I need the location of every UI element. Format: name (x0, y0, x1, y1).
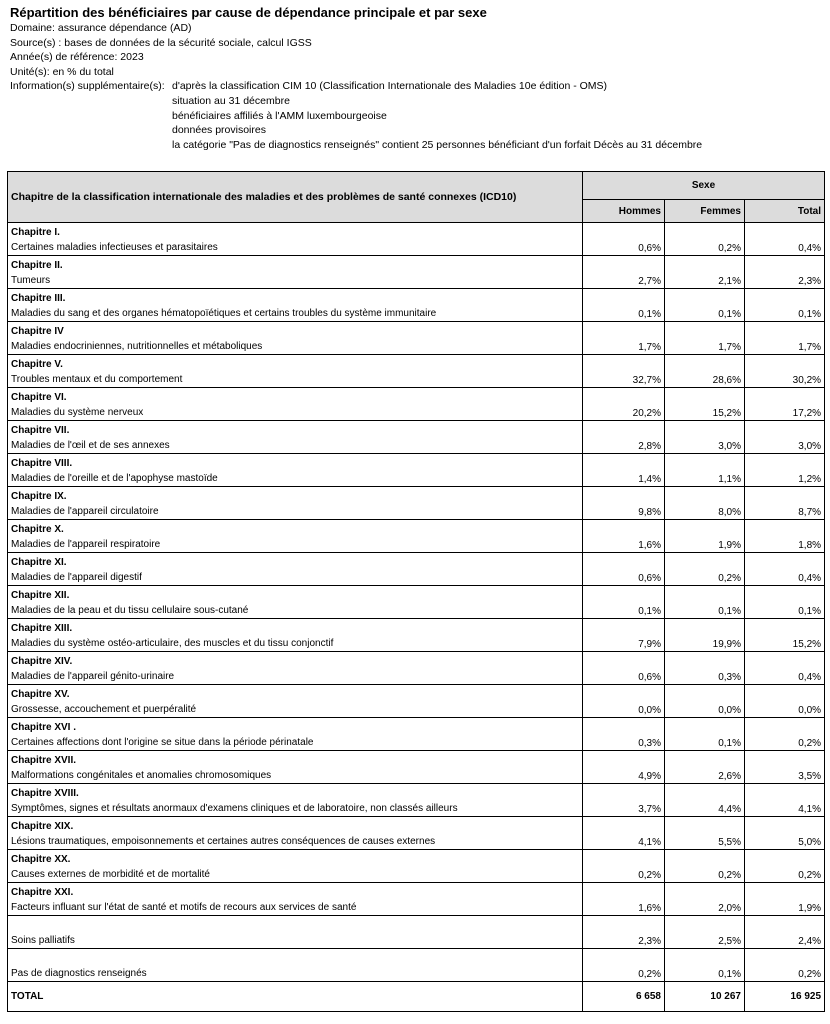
value-femmes: 0,2% (665, 850, 745, 883)
year-line: Année(s) de référence: 2023 (10, 51, 144, 64)
chapter-code: Chapitre XX. (11, 854, 71, 865)
value-femmes: 0,1% (665, 718, 745, 751)
value-hommes: 4,9% (583, 751, 665, 784)
chapter-code: Chapitre XIV. (11, 656, 73, 667)
chapter-code: Chapitre IV (11, 326, 64, 337)
value-femmes: 1,7% (665, 322, 745, 355)
value-total: 3,0% (745, 421, 825, 454)
value-total: 0,4% (745, 223, 825, 256)
chapter-code: Chapitre XIX. (11, 821, 74, 832)
table-row (8, 784, 825, 817)
value-total: 2,3% (745, 256, 825, 289)
chapter-label: Maladies de la peau et du tissu cellulaire sous-cutané (11, 605, 249, 616)
row-label-cell (8, 850, 583, 883)
info-line: d'après la classification CIM 10 (Classification Internationale des Maladies 10e édition - OMS) (172, 80, 608, 93)
info-block (10, 79, 703, 151)
value-total: 0,2% (745, 718, 825, 751)
value-hommes: 0,1% (583, 289, 665, 322)
chapter-code: Chapitre VII. (11, 425, 70, 436)
chapter-label: Facteurs influant sur l'état de santé et motifs de recours aux services de santé (11, 902, 357, 913)
chapter-label: Symptômes, signes et résultats anormaux d'examens cliniques et de laboratoire, non classés ailleurs (11, 803, 458, 814)
chapter-code: Chapitre VI. (11, 392, 67, 403)
value-hommes: 0,6% (583, 652, 665, 685)
chapter-label: Maladies de l'oreille et de l'apophyse mastoïde (11, 473, 218, 484)
table-row (8, 949, 825, 982)
chapter-label: Maladies du sang et des organes hématopoïétiques et certains troubles du système immunitaire (11, 308, 437, 319)
table-row (8, 355, 825, 388)
info-line: situation au 31 décembre (172, 94, 290, 107)
row-label-cell (8, 553, 583, 586)
table-row (8, 520, 825, 553)
metadata-block (10, 4, 703, 151)
value-hommes: 1,6% (583, 520, 665, 553)
row-label-cell (8, 223, 583, 256)
value-femmes: 3,0% (665, 421, 745, 454)
chapter-code: Chapitre V. (11, 359, 63, 370)
row-label-cell (8, 289, 583, 322)
value-hommes: 0,2% (583, 850, 665, 883)
value-total: 0,4% (745, 553, 825, 586)
chapter-code: Chapitre XII. (11, 590, 70, 601)
row-label-cell (8, 883, 583, 916)
value-total: 15,2% (745, 619, 825, 652)
table-row (8, 487, 825, 520)
value-femmes: 15,2% (665, 388, 745, 421)
row-label-cell (8, 421, 583, 454)
table-row (8, 322, 825, 355)
value-hommes: 1,4% (583, 454, 665, 487)
value-femmes: 2,5% (665, 916, 745, 949)
value-femmes: 0,3% (665, 652, 745, 685)
total-total: 16 925 (745, 982, 825, 1012)
table-row (8, 421, 825, 454)
value-total: 0,2% (745, 850, 825, 883)
chapter-label: Maladies du système ostéo-articulaire, des muscles et du tissu conjonctif (11, 638, 334, 649)
chapter-code: Chapitre VIII. (11, 458, 73, 469)
chapter-label: Pas de diagnostics renseignés (11, 968, 147, 979)
total-row (8, 982, 825, 1012)
chapter-code: Chapitre X. (11, 524, 64, 535)
value-total: 3,5% (745, 751, 825, 784)
value-femmes: 1,1% (665, 454, 745, 487)
source-line: Source(s) : bases de données de la sécurité sociale, calcul IGSS (10, 36, 312, 49)
chapter-code: Chapitre XVII. (11, 755, 77, 766)
chapter-label: Tumeurs (11, 275, 51, 286)
row-label-cell (8, 619, 583, 652)
row-label-cell (8, 751, 583, 784)
chapter-label: Maladies de l'appareil digestif (11, 572, 142, 583)
chapter-label: Maladies de l'appareil respiratoire (11, 539, 161, 550)
value-total: 1,2% (745, 454, 825, 487)
value-hommes: 9,8% (583, 487, 665, 520)
value-hommes: 32,7% (583, 355, 665, 388)
value-total: 0,4% (745, 652, 825, 685)
value-femmes: 0,0% (665, 685, 745, 718)
table-row (8, 850, 825, 883)
value-total: 5,0% (745, 817, 825, 850)
value-hommes: 0,6% (583, 223, 665, 256)
data-table (7, 171, 825, 1012)
chapter-label: Maladies de l'appareil circulatoire (11, 506, 159, 517)
chapter-label: Soins palliatifs (11, 935, 75, 946)
total-femmes: 10 267 (665, 982, 745, 1012)
value-hommes: 0,0% (583, 685, 665, 718)
value-total: 8,7% (745, 487, 825, 520)
row-label-cell (8, 487, 583, 520)
header-total: Total (745, 200, 825, 223)
value-total: 30,2% (745, 355, 825, 388)
info-line: bénéficiaires affiliés à l'AMM luxembourgeoise (172, 109, 387, 122)
value-femmes: 28,6% (665, 355, 745, 388)
value-femmes: 0,2% (665, 223, 745, 256)
info-label: Information(s) supplémentaire(s): (10, 80, 165, 93)
chapter-label: Maladies de l'œil et de ses annexes (11, 440, 170, 451)
value-total: 1,8% (745, 520, 825, 553)
row-label-cell (8, 256, 583, 289)
value-femmes: 2,6% (665, 751, 745, 784)
chapter-label: Certaines maladies infectieuses et parasitaires (11, 242, 218, 253)
header-hommes: Hommes (583, 200, 665, 223)
row-label-cell (8, 355, 583, 388)
header-sexe: Sexe (583, 172, 825, 200)
table-row (8, 883, 825, 916)
value-femmes: 2,0% (665, 883, 745, 916)
domain-line: Domaine: assurance dépendance (AD) (10, 22, 192, 34)
value-hommes: 1,7% (583, 322, 665, 355)
info-line: la catégorie "Pas de diagnostics renseignés" contient 25 personnes bénéficiant d'un forfait Décès au 31 décembre (172, 138, 703, 151)
row-label-cell (8, 322, 583, 355)
row-label-cell (8, 586, 583, 619)
value-hommes: 1,6% (583, 883, 665, 916)
chapter-label: Maladies endocriniennes, nutritionnelles et métaboliques (11, 341, 263, 352)
total-label: TOTAL (8, 982, 583, 1012)
chapter-code: Chapitre XVI . (11, 722, 77, 733)
row-label-cell (8, 949, 583, 982)
info-line: données provisoires (172, 124, 266, 137)
value-total: 0,0% (745, 685, 825, 718)
row-label-cell (8, 652, 583, 685)
value-femmes: 2,1% (665, 256, 745, 289)
row-label-cell (8, 388, 583, 421)
table-row (8, 619, 825, 652)
row-label-cell (8, 685, 583, 718)
row-label-cell (8, 784, 583, 817)
chapter-code: Chapitre III. (11, 293, 66, 304)
value-hommes: 7,9% (583, 619, 665, 652)
value-hommes: 0,3% (583, 718, 665, 751)
total-hommes: 6 658 (583, 982, 665, 1012)
info-lines (172, 79, 702, 152)
table-row (8, 751, 825, 784)
table-row (8, 718, 825, 751)
chapter-label: Lésions traumatiques, empoisonnements et certaines autres conséquences de causes externes (11, 836, 436, 847)
value-total: 0,2% (745, 949, 825, 982)
table-row (8, 289, 825, 322)
value-hommes: 2,7% (583, 256, 665, 289)
table-row (8, 454, 825, 487)
table-row (8, 652, 825, 685)
header-femmes: Femmes (665, 200, 745, 223)
header-chapter: Chapitre de la classification internationale des maladies et des problèmes de santé connexes (ICD10) (8, 172, 583, 223)
value-total: 17,2% (745, 388, 825, 421)
table-header-row (8, 172, 825, 200)
value-total: 1,9% (745, 883, 825, 916)
chapter-code: Chapitre XVIII. (11, 788, 79, 799)
chapter-code: Chapitre XI. (11, 557, 67, 568)
chapter-label: Malformations congénitales et anomalies chromosomiques (11, 770, 272, 781)
value-femmes: 0,2% (665, 553, 745, 586)
table-row (8, 553, 825, 586)
table-row (8, 586, 825, 619)
chapter-code: Chapitre I. (11, 227, 60, 238)
value-hommes: 2,3% (583, 916, 665, 949)
row-label-cell (8, 916, 583, 949)
chapter-label: Certaines affections dont l'origine se situe dans la période périnatale (11, 737, 314, 748)
chapter-code: Chapitre XXI. (11, 887, 74, 898)
row-label-cell (8, 454, 583, 487)
chapter-label: Causes externes de morbidité et de mortalité (11, 869, 210, 880)
value-femmes: 5,5% (665, 817, 745, 850)
value-hommes: 20,2% (583, 388, 665, 421)
chapter-label: Maladies de l'appareil génito-urinaire (11, 671, 175, 682)
table-row (8, 256, 825, 289)
table-row (8, 817, 825, 850)
value-femmes: 0,1% (665, 289, 745, 322)
value-femmes: 0,1% (665, 586, 745, 619)
value-hommes: 4,1% (583, 817, 665, 850)
value-femmes: 8,0% (665, 487, 745, 520)
value-total: 0,1% (745, 586, 825, 619)
table-row (8, 388, 825, 421)
chapter-code: Chapitre IX. (11, 491, 67, 502)
table-row (8, 685, 825, 718)
chapter-label: Troubles mentaux et du comportement (11, 374, 183, 385)
value-total: 4,1% (745, 784, 825, 817)
chapter-code: Chapitre II. (11, 260, 63, 271)
page-title: Répartition des bénéficiaires par cause de dépendance principale et par sexe (10, 5, 487, 20)
chapter-label: Grossesse, accouchement et puerpéralité (11, 704, 197, 715)
chapter-label: Maladies du système nerveux (11, 407, 144, 418)
table-row (8, 223, 825, 256)
value-total: 1,7% (745, 322, 825, 355)
row-label-cell (8, 520, 583, 553)
table-row (8, 916, 825, 949)
value-hommes: 0,2% (583, 949, 665, 982)
value-total: 0,1% (745, 289, 825, 322)
chapter-code: Chapitre XV. (11, 689, 70, 700)
value-hommes: 0,6% (583, 553, 665, 586)
value-femmes: 19,9% (665, 619, 745, 652)
unit-line: Unité(s): en % du total (10, 65, 114, 78)
row-label-cell (8, 718, 583, 751)
value-hommes: 2,8% (583, 421, 665, 454)
value-hommes: 0,1% (583, 586, 665, 619)
row-label-cell (8, 817, 583, 850)
value-total: 2,4% (745, 916, 825, 949)
value-femmes: 1,9% (665, 520, 745, 553)
value-hommes: 3,7% (583, 784, 665, 817)
chapter-code: Chapitre XIII. (11, 623, 73, 634)
value-femmes: 4,4% (665, 784, 745, 817)
value-femmes: 0,1% (665, 949, 745, 982)
